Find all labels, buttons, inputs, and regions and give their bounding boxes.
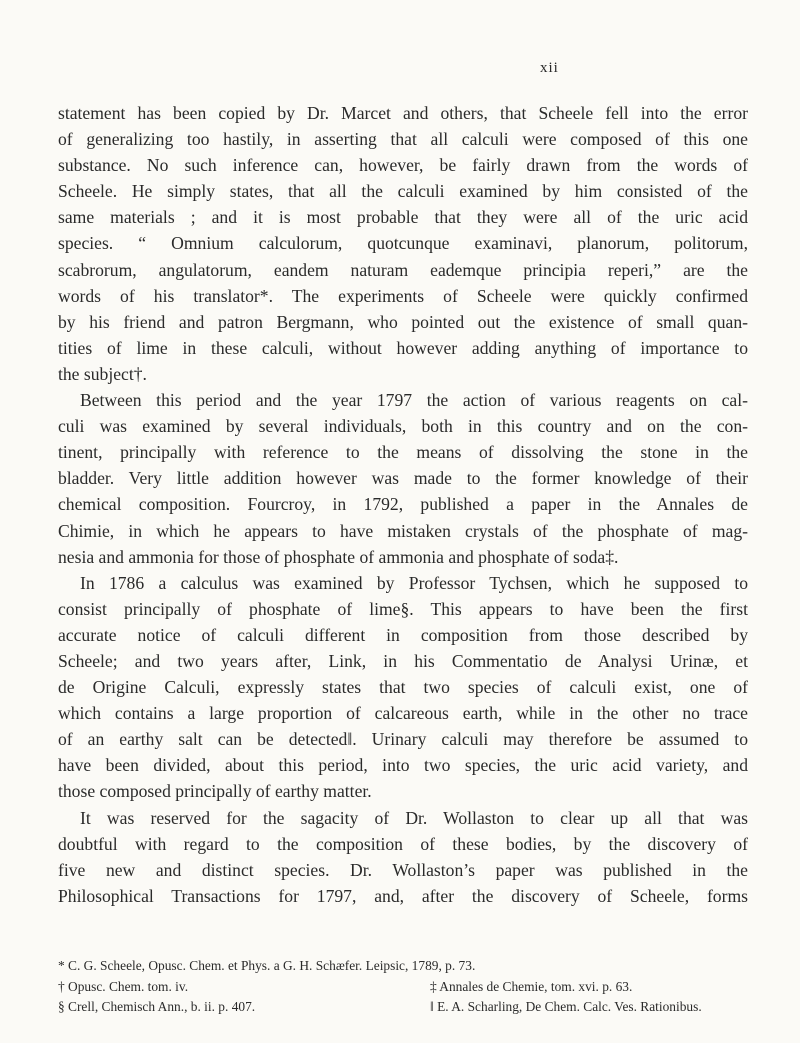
footnotes — [58, 956, 748, 1018]
text-line: which contains a large proportion of calcareous earth, while in the other no trace — [58, 703, 748, 724]
text-line: statement has been copied by Dr. Marcet and others, that Scheele fell into the error — [58, 103, 748, 123]
footnote-section: § Crell, Chemisch Ann., b. ii. p. 407. — [58, 999, 256, 1014]
page-number: xii — [540, 60, 559, 76]
text-line: nesia and ammonia for those of phosphate of ammonia and phosphate of soda‡. — [58, 546, 619, 567]
text-line: Scheele. He simply states, that all the calculi examined by him consisted of the — [58, 181, 748, 202]
paragraph — [58, 570, 748, 805]
body-text — [58, 100, 748, 909]
text-line: five new and distinct species. Dr. Wollaston’s paper was published in the — [58, 859, 748, 880]
text-line: culi was examined by several individuals, both in this country and on the con- — [58, 416, 748, 437]
text-line: doubtful with regard to the composition of these bodies, by the discovery of — [58, 833, 748, 854]
text-line: In 1786 a calculus was examined by Professor Tychsen, which he supposed to — [80, 572, 748, 593]
footnote-dagger: † Opusc. Chem. tom. iv. — [58, 978, 189, 994]
text-line: of an earthy salt can be detected‖. Urinary calculi may therefore be assumed to — [58, 729, 748, 750]
text-line: species. “ Omnium calculorum, quotcunque examinavi, planorum, politorum, — [58, 233, 748, 254]
text-line: the subject†. — [58, 363, 147, 384]
text-line: those composed principally of earthy matter. — [58, 781, 372, 802]
text-line: Between this period and the year 1797 the action of various reagents on cal- — [80, 390, 748, 411]
text-line: de Origine Calculi, expressly states that two species of calculi exist, one of — [58, 677, 748, 698]
footnote-row — [58, 977, 748, 998]
text-line: Chimie, in which he appears to have mistaken crystals of the phosphate of mag- — [58, 520, 748, 541]
text-line: have been divided, about this period, into two species, the uric acid variety, and — [58, 755, 748, 776]
text-line: same materials ; and it is most probable that they were all of the uric acid — [58, 207, 748, 228]
paragraph — [58, 387, 748, 570]
text-line: tities of lime in these calculi, without however adding anything of importance to — [58, 337, 748, 358]
text-line: bladder. Very little addition however was made to the former knowledge of their — [58, 468, 748, 489]
footnote-parallel: ‖ E. A. Scharling, De Chem. Calc. Ves. Rationibus. — [430, 999, 702, 1014]
footnote-star: * C. G. Scheele, Opusc. Chem. et Phys. a G. H. Schæfer. Leipsic, 1789, p. 73. — [58, 958, 476, 973]
text-line: It was reserved for the sagacity of Dr. Wollaston to clear up all that was — [80, 807, 748, 828]
text-line: tinent, principally with reference to the means of dissolving the stone in the — [58, 442, 748, 463]
text-line: scabrorum, angulatorum, eandem naturam eademque principia reperi,” are the — [58, 259, 748, 280]
footnote-row — [58, 997, 748, 1018]
text-line: of generalizing too hastily, in asserting that all calculi were composed of this one — [58, 129, 748, 150]
text-line: chemical composition. Fourcroy, in 1792, published a paper in the Annales de — [58, 494, 748, 515]
text-line: words of his translator*. The experiments of Scheele were quickly confirmed — [58, 285, 748, 306]
text-line: by his friend and patron Bergmann, who pointed out the existence of small quan- — [58, 311, 748, 332]
footnote-double-dagger: ‡ Annales de Chemie, tom. xvi. p. 63. — [430, 978, 633, 994]
text-line: consist principally of phosphate of lime§. This appears to have been the first — [58, 598, 748, 619]
paragraph — [58, 100, 748, 387]
paragraph — [58, 805, 748, 909]
text-line: Scheele; and two years after, Link, in his Commentatio de Analysi Urinæ, et — [58, 650, 748, 671]
text-line: substance. No such inference can, however, be fairly drawn from the words of — [58, 155, 748, 176]
text-line: Philosophical Transactions for 1797, and, after the discovery of Scheele, forms — [58, 885, 748, 906]
text-line: accurate notice of calculi different in composition from those described by — [58, 624, 748, 645]
